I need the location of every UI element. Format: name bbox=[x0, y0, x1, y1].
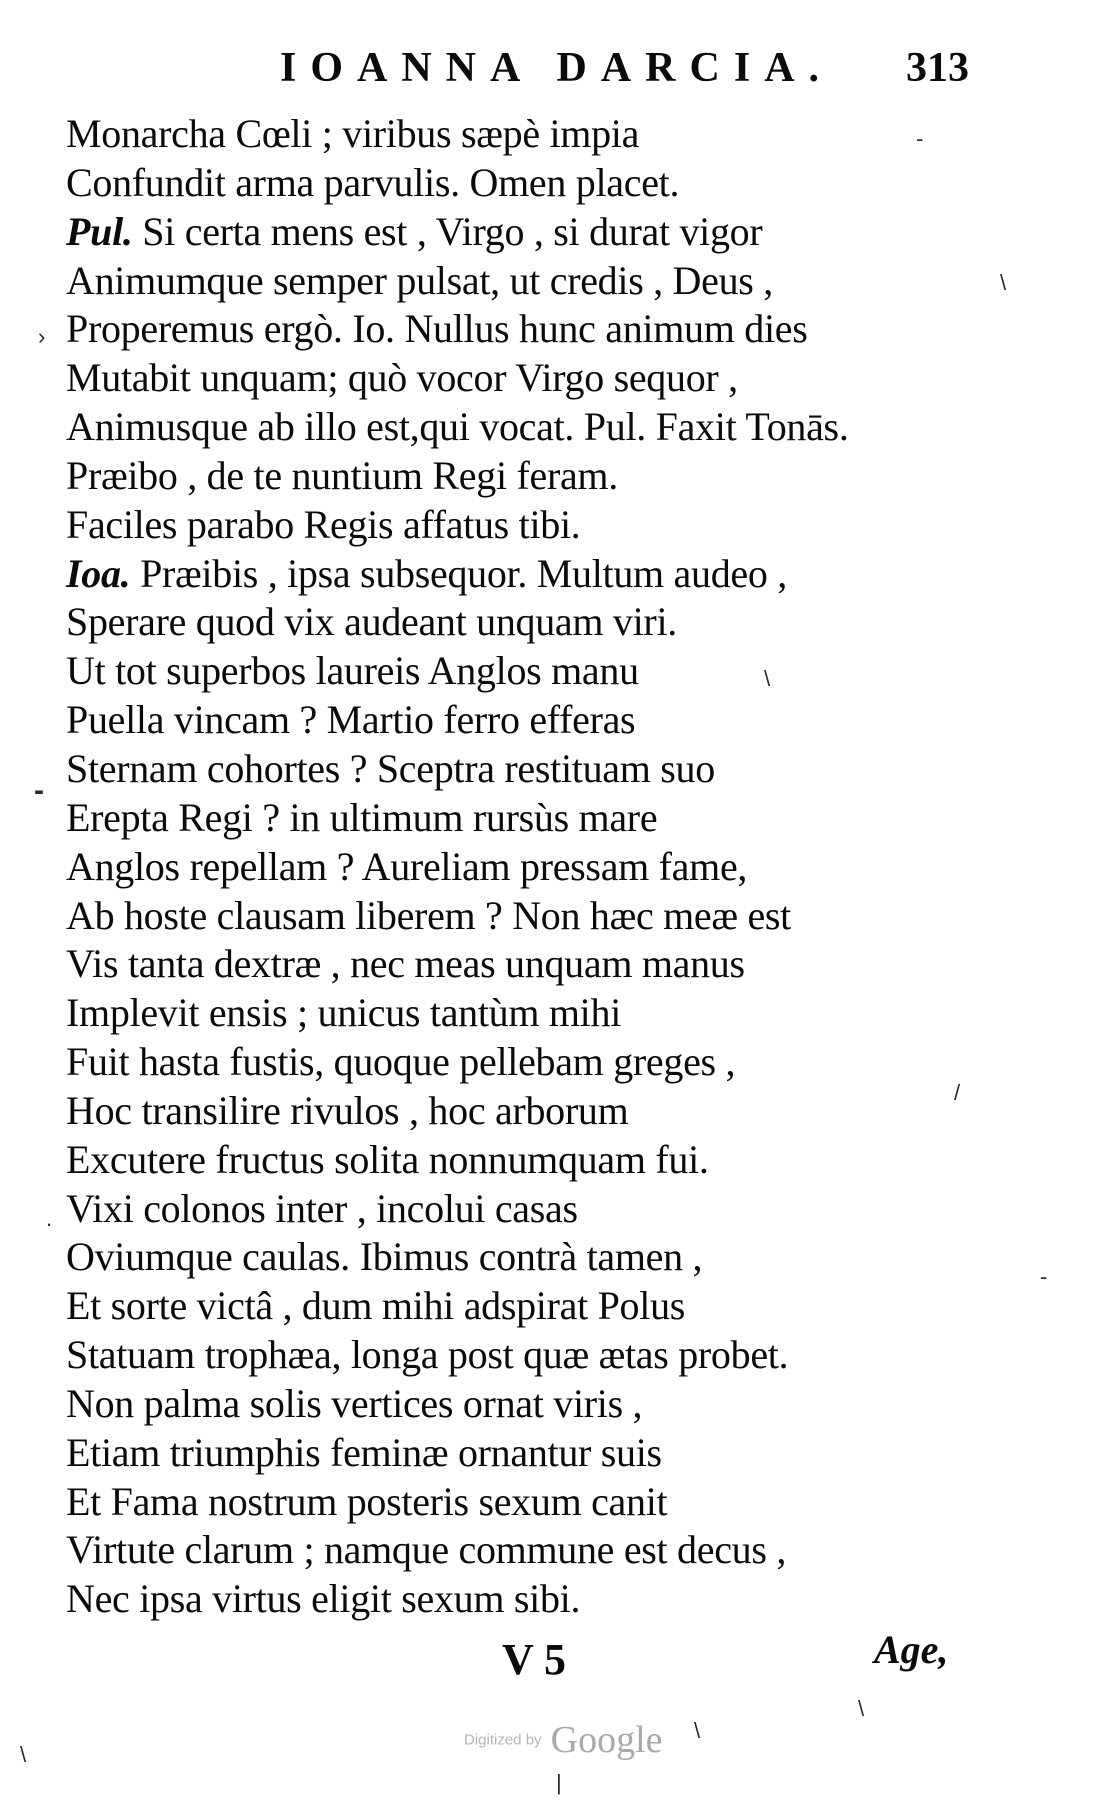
verse-text: Sternam cohortes ? Sceptra restituam suo bbox=[66, 745, 715, 791]
verse-text: Oviumque caulas. Ibimus contrà tamen , bbox=[66, 1234, 703, 1280]
verse-line bbox=[66, 1380, 966, 1429]
verse-text: Sperare quod vix audeant unquam viri. bbox=[66, 599, 677, 645]
ink-speck: - bbox=[916, 126, 924, 151]
verse-text: Hoc transilire rivulos , hoc arborum bbox=[66, 1087, 629, 1133]
ink-speck: \ bbox=[858, 1696, 865, 1721]
verse-line bbox=[66, 647, 966, 696]
ink-speck: \ bbox=[20, 1742, 27, 1767]
verse-text: Anglos repellam ? Aureliam pressam fame, bbox=[66, 843, 748, 889]
verse-line bbox=[66, 794, 966, 843]
verse-line bbox=[66, 1087, 966, 1136]
verse-line bbox=[66, 354, 966, 403]
verse-line bbox=[66, 1282, 966, 1331]
verse-line bbox=[66, 550, 966, 599]
verse-text: Ut tot superbos laureis Anglos manu bbox=[66, 648, 639, 694]
page-number: 313 bbox=[906, 45, 969, 91]
verse-text: Præibo , de te nuntium Regi feram. bbox=[66, 452, 618, 498]
verse-line bbox=[66, 257, 966, 306]
speaker-label: Ioa. bbox=[66, 550, 131, 596]
google-logo: Google bbox=[550, 1719, 663, 1761]
verse-line bbox=[66, 159, 966, 208]
verse-text: Etiam triumphis feminæ ornantur suis bbox=[66, 1429, 662, 1475]
verse-text: Si certa mens est , Virgo , si durat vigor bbox=[142, 208, 763, 254]
verse-text: Monarcha Cœli ; viribus sæpè impia bbox=[66, 111, 640, 156]
verse-line bbox=[66, 1185, 966, 1234]
digitized-prefix: Digitized by bbox=[464, 1731, 542, 1749]
verse-text: Ab hoste clausam liberem ? Non hæc meæ est bbox=[66, 892, 791, 938]
verse-line bbox=[66, 843, 966, 892]
verse-text: Animusque ab illo est,qui vocat. Pul. Faxit Tonās. bbox=[66, 404, 849, 450]
ink-speck: | bbox=[556, 1770, 562, 1795]
ink-speck: \ bbox=[764, 666, 771, 691]
verse-text: Statuam trophæa, longa post quæ ætas probet. bbox=[66, 1332, 789, 1378]
ink-speck: - bbox=[34, 774, 44, 807]
ink-speck: . bbox=[46, 1206, 53, 1231]
verse-line bbox=[66, 1038, 966, 1087]
verse-line bbox=[66, 745, 966, 794]
verse-line bbox=[66, 305, 966, 354]
verse-text: Confundit arma parvulis. Omen placet. bbox=[66, 159, 680, 205]
verse-text: Præibis , ipsa subsequor. Multum audeo , bbox=[140, 550, 787, 596]
verse-line bbox=[66, 940, 966, 989]
verse-block bbox=[66, 110, 966, 1624]
verse-line bbox=[66, 989, 966, 1038]
ink-speck: › bbox=[38, 324, 46, 349]
verse-text: Properemus ergò. Io. Nullus hunc animum dies bbox=[66, 306, 808, 352]
verse-line bbox=[66, 598, 966, 647]
verse-line bbox=[66, 1526, 966, 1575]
verse-line bbox=[66, 696, 966, 745]
digitized-watermark bbox=[464, 1718, 663, 1762]
verse-text: Puella vincam ? Martio ferro efferas bbox=[66, 697, 636, 743]
verse-text: Mutabit unquam; quò vocor Virgo sequor , bbox=[66, 355, 738, 401]
verse-text: Implevit ensis ; unicus tantùm mihi bbox=[66, 990, 622, 1036]
ink-speck: \ bbox=[694, 1718, 701, 1743]
verse-line bbox=[66, 1575, 966, 1624]
signature-mark: V 5 bbox=[502, 1635, 566, 1684]
verse-line bbox=[66, 501, 966, 550]
verse-text: Excutere fructus solita nonnumquam fui. bbox=[66, 1136, 709, 1182]
speaker-label: Pul. bbox=[66, 208, 133, 254]
verse-line bbox=[66, 1429, 966, 1478]
verse-text: Non palma solis vertices ornat viris , bbox=[66, 1380, 643, 1426]
verse-text: Faciles parabo Regis affatus tibi. bbox=[66, 501, 581, 547]
verse-text: Animumque semper pulsat, ut credis , Deus , bbox=[66, 257, 773, 303]
verse-text: Virtute clarum ; namque commune est decus , bbox=[66, 1527, 787, 1573]
verse-line bbox=[66, 1233, 966, 1282]
verse-line bbox=[66, 1136, 966, 1185]
verse-text: Vis tanta dextræ , nec meas unquam manus bbox=[66, 941, 745, 987]
ink-speck: / bbox=[954, 1080, 961, 1105]
ink-speck: - bbox=[1040, 1264, 1048, 1289]
running-title: IOANNA DARCIA. bbox=[280, 45, 834, 91]
verse-line bbox=[66, 403, 966, 452]
verse-line bbox=[66, 452, 966, 501]
verse-text: Nec ipsa virtus eligit sexum sibi. bbox=[66, 1576, 581, 1622]
verse-text: Vixi colonos inter , incolui casas bbox=[66, 1185, 578, 1231]
verse-line bbox=[66, 892, 966, 941]
verse-line bbox=[66, 208, 966, 257]
verse-line bbox=[66, 110, 966, 159]
verse-text: Fuit hasta fustis, quoque pellebam greges , bbox=[66, 1039, 736, 1085]
verse-text: Et sorte victâ , dum mihi adspirat Polus bbox=[66, 1283, 686, 1329]
verse-text: Et Fama nostrum posteris sexum canit bbox=[66, 1478, 668, 1524]
verse-line bbox=[66, 1331, 966, 1380]
catchword: Age, bbox=[874, 1627, 949, 1672]
verse-text: Erepta Regi ? in ultimum rursùs mare bbox=[66, 794, 658, 840]
verse-line bbox=[66, 1478, 966, 1527]
ink-speck: \ bbox=[1000, 270, 1007, 295]
